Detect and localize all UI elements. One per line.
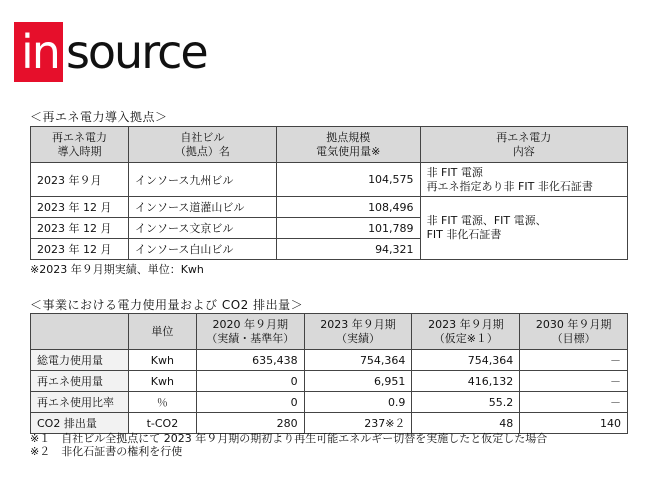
table-row [31, 163, 628, 197]
header-text: 2020 年９月期 （実績・基準年） [206, 317, 295, 345]
header-cell [128, 314, 196, 350]
header-text: 2023 年９月期 （仮定※１） [428, 317, 504, 345]
logo-wordmark: source [65, 25, 207, 79]
header-cell [520, 314, 628, 350]
value-2023-assumed: 55.2 [412, 392, 520, 413]
row-label: 再エネ使用量 [31, 371, 129, 392]
section2-title: ＜事業における電力使用量および CO2 排出量＞ [30, 298, 304, 312]
value-2023: 754,364 [304, 350, 412, 371]
value-2030: － [520, 392, 628, 413]
table-row [31, 413, 628, 434]
table-row [31, 197, 628, 218]
intro-date: 2023 年 12 月 [31, 218, 129, 239]
header-text: 再エネ電力 内容 [496, 130, 552, 158]
value-2023: 6,951 [304, 371, 412, 392]
header-text: 自社ビル （拠点）名 [174, 130, 230, 158]
site-name: インソース九州ビル [128, 163, 276, 197]
intro-date: 2023 年 12 月 [31, 197, 129, 218]
value-2020: 635,438 [196, 350, 304, 371]
row-label: CO2 排出量 [31, 413, 129, 434]
value-2030: 140 [520, 413, 628, 434]
header-cell [196, 314, 304, 350]
intro-date: 2023 年 12 月 [31, 239, 129, 260]
footnote-2: ※２ 非化石証書の権利を行使 [30, 445, 183, 458]
unit-cell: ％ [128, 392, 196, 413]
header-cell [31, 314, 129, 350]
value-2020: 280 [196, 413, 304, 434]
header-cell [412, 314, 520, 350]
header-text: 拠点規模 電気使用量※ [316, 130, 381, 158]
header-cell [276, 127, 420, 163]
content-cell [420, 163, 627, 197]
row-label: 再エネ使用比率 [31, 392, 129, 413]
header-cell [420, 127, 627, 163]
value-2023: 0.9 [304, 392, 412, 413]
header-cell [128, 127, 276, 163]
content-text: 非 FIT 電源 再エネ指定あり非 FIT 非化石証書 [426, 165, 593, 193]
table-row [31, 371, 628, 392]
insource-logo [14, 22, 207, 82]
value-2030: － [520, 350, 628, 371]
value-2020: 0 [196, 392, 304, 413]
usage-value: 101,789 [276, 218, 420, 239]
table-row [31, 350, 628, 371]
table-header-row [31, 127, 628, 163]
content-text: 非 FIT 電源、FIT 電源、 FIT 非化石証書 [426, 214, 547, 241]
renewable-sites-table [30, 126, 628, 260]
header-text: 再エネ電力 導入時期 [51, 130, 107, 158]
usage-value: 94,321 [276, 239, 420, 260]
footnote-1: ※１ 自社ビル全拠点にて 2023 年９月期の期初より再生可能エネルギー切替を実施したと仮定した場合 [30, 432, 548, 445]
section1-title: ＜再エネ電力導入拠点＞ [30, 110, 168, 124]
header-cell [31, 127, 129, 163]
power-co2-table [30, 313, 628, 434]
unit-cell: t-CO2 [128, 413, 196, 434]
site-name: インソース白山ビル [128, 239, 276, 260]
section1-note: ※2023 年９月期実績、単位：Kwh [30, 263, 204, 276]
value-2023-assumed: 754,364 [412, 350, 520, 371]
value-2023: 237※２ [304, 413, 412, 434]
header-text: 2023 年９月期 （実績） [320, 317, 396, 345]
value-2023-assumed: 416,132 [412, 371, 520, 392]
value-2030: － [520, 371, 628, 392]
content-cell [420, 197, 627, 260]
value-2023-assumed: 48 [412, 413, 520, 434]
site-name: インソース文京ビル [128, 218, 276, 239]
usage-value: 104,575 [276, 163, 420, 197]
unit-cell: Kwh [128, 371, 196, 392]
usage-value: 108,496 [276, 197, 420, 218]
header-text: 単位 [151, 324, 174, 338]
table-header-row [31, 314, 628, 350]
logo-red-mark: in [14, 22, 63, 82]
site-name: インソース道灌山ビル [128, 197, 276, 218]
header-cell [304, 314, 412, 350]
table-row [31, 392, 628, 413]
intro-date: 2023 年９月 [31, 163, 129, 197]
unit-cell: Kwh [128, 350, 196, 371]
row-label: 総電力使用量 [31, 350, 129, 371]
header-text: 2030 年９月期 （目標） [535, 317, 612, 345]
value-2020: 0 [196, 371, 304, 392]
